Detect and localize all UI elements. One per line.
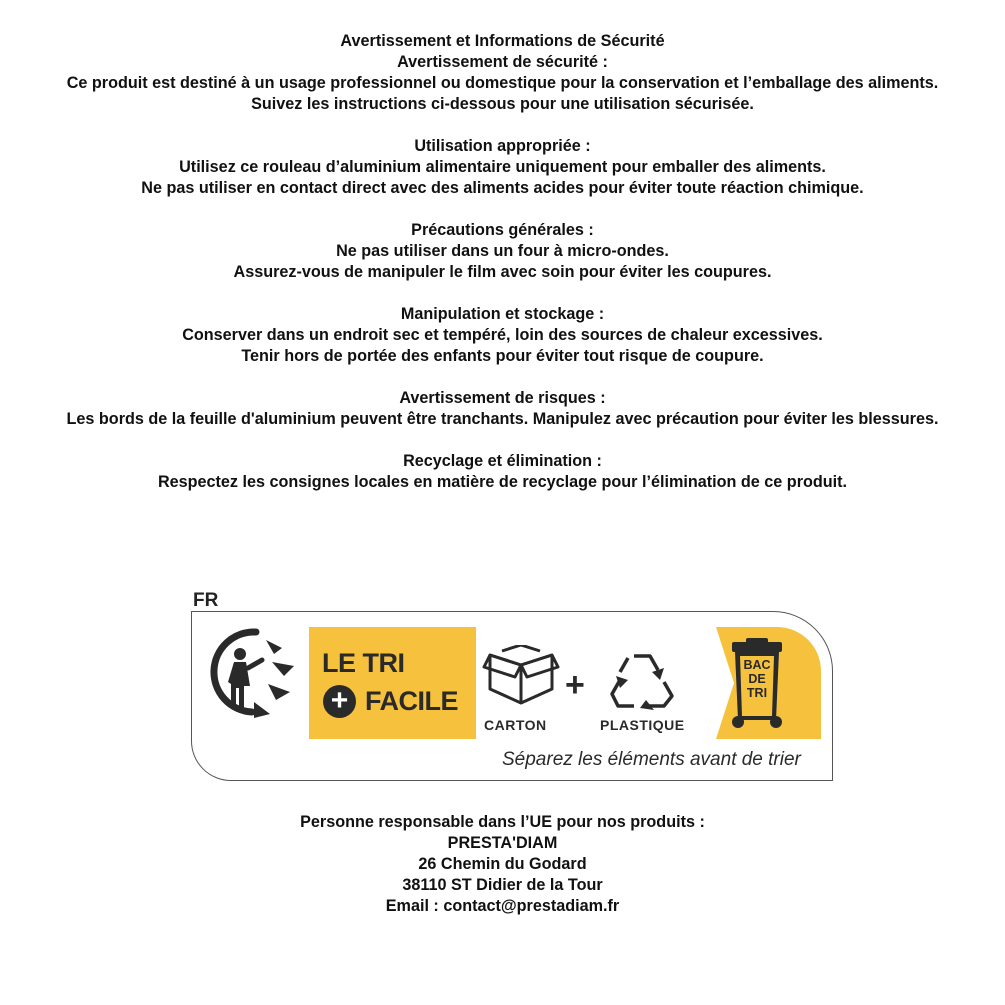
document-title: Avertissement et Informations de Sécurité [340,32,665,50]
city-address: 38110 ST Didier de la Tour [402,876,603,894]
section-heading: Recyclage et élimination : [403,452,602,470]
bin-text-line: TRI [746,686,768,700]
contact-email: Email : contact@prestadiam.fr [385,897,620,915]
section-line: Assurez-vous de manipuler le film avec soin pour éviter les coupures. [233,263,772,281]
company-name: PRESTA'DIAM [447,834,558,852]
triman-icon [204,624,300,720]
separation-instruction: Séparez les éléments avant de trier [502,749,801,770]
street-address: 26 Chemin du Godard [418,855,587,873]
section-line: Utilisez ce rouleau d’aluminium alimentaire uniquement pour emballer des aliments. [179,158,826,176]
safety-document [0,31,1005,514]
section-line: Les bords de la feuille d'aluminium peuvent être tranchants. Manipulez avec précaution pour éviter les blessures. [66,410,939,428]
triman-recycling-label [190,590,838,786]
le-tri-text: LE TRI [322,648,405,678]
section-heading: Manipulation et stockage : [400,305,605,323]
facile-text: FACILE [365,686,459,716]
responsible-heading: Personne responsable dans l’UE pour nos produits : [300,813,705,831]
carton-label: CARTON [484,717,547,733]
carton-box-icon [482,645,560,711]
section-line: Ne pas utiliser dans un four à micro-ondes. [336,242,669,260]
section-line: Ne pas utiliser en contact direct avec des aliments acides pour éviter toute réaction chimique. [141,179,864,197]
country-code: FR [193,590,219,611]
section-securite [0,52,1005,115]
section-precautions [0,220,1005,283]
section-risques [0,388,1005,430]
section-heading: Avertissement de sécurité : [397,53,608,71]
section-recyclage [0,451,1005,493]
plus-sign: + [565,666,585,704]
bin-text-line: DE [748,672,766,686]
plus-circle-icon: + [323,685,356,718]
section-line: Respectez les consignes locales en matière de recyclage pour l’élimination de ce produit. [157,473,848,491]
section-heading: Utilisation appropriée : [414,137,591,155]
responsible-person-block [0,812,1005,917]
section-utilisation [0,136,1005,199]
bin-text-line: BAC [743,658,771,672]
section-heading: Avertissement de risques : [399,389,606,407]
section-line: Tenir hors de portée des enfants pour éviter tout risque de coupure. [241,347,764,365]
section-line: Conserver dans un endroit sec et tempéré, loin des sources de chaleur excessives. [182,326,823,344]
bin-text [738,658,776,700]
section-line: Ce produit est destiné à un usage professionnel ou domestique pour la conservation et l’emballage des aliments. Suivez les instructions ci-dessous pour une utilisation sécurisée. [66,74,939,113]
section-heading: Précautions générales : [411,221,594,239]
section-manipulation [0,304,1005,367]
plastique-label: PLASTIQUE [600,717,685,733]
recycle-icon [610,650,676,710]
